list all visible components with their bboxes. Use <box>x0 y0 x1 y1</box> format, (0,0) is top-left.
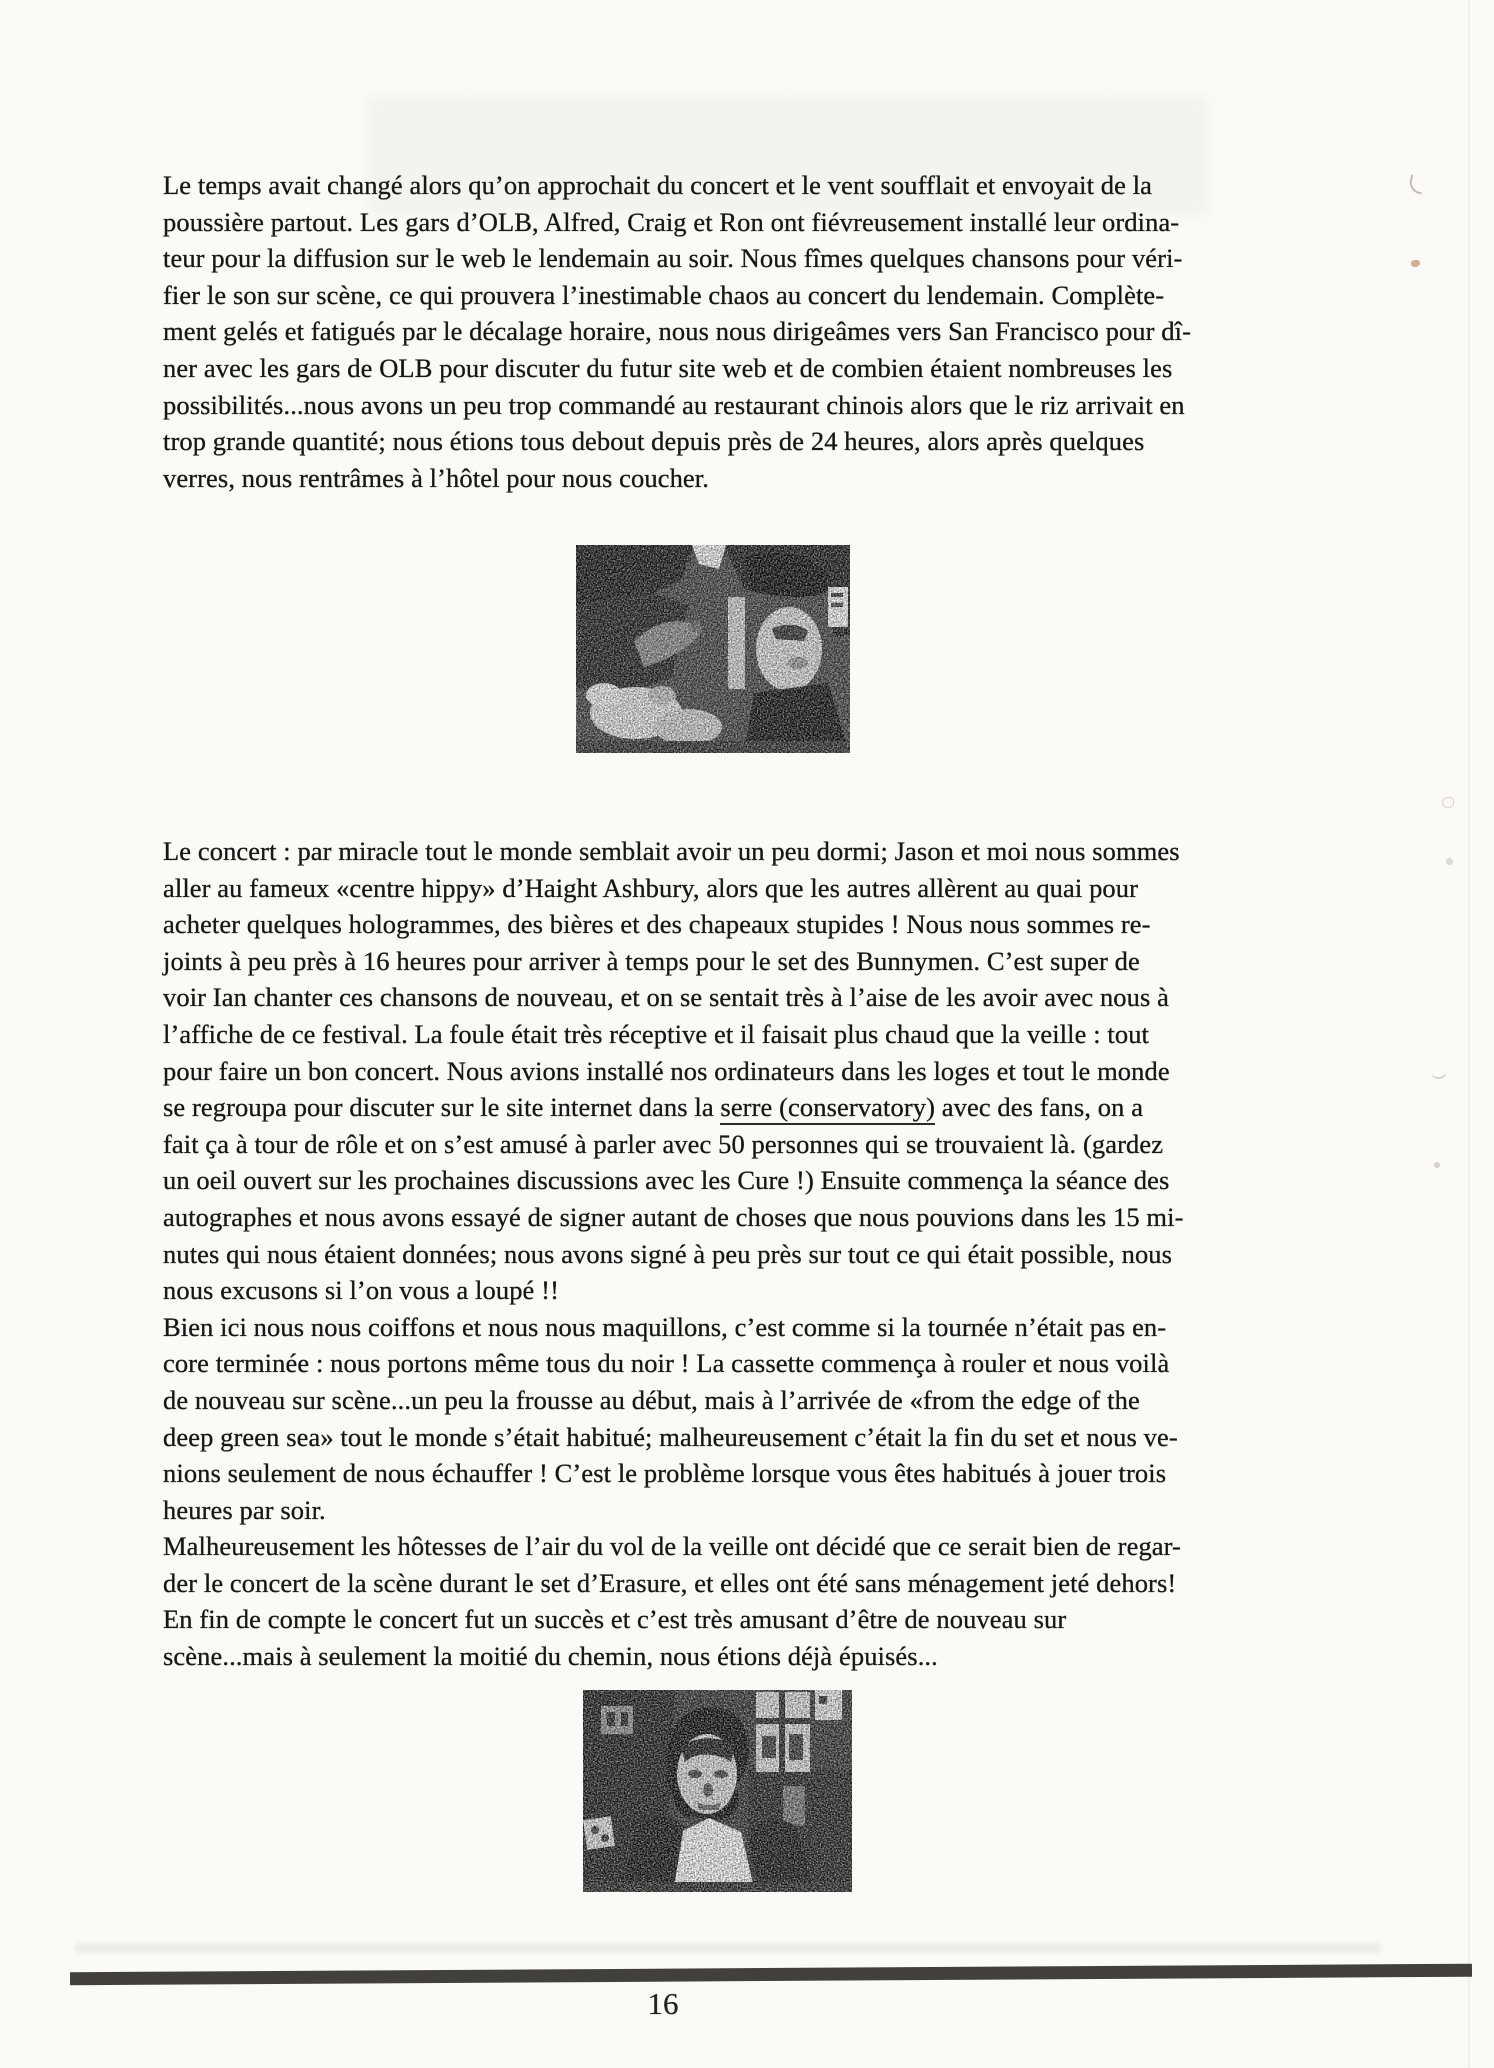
text-line: fier le son sur scène, ce qui prouvera l’inestimable chaos au concert du lendemain. Complète- <box>163 279 1165 310</box>
paragraph-concert-day <box>163 833 1184 1675</box>
text-line: Le concert : par miracle tout le monde semblait avoir un peu dormi; Jason et moi nous sommes <box>163 836 1180 866</box>
text-segment: se regroupa pour discuter sur le site internet dans la <box>163 1092 721 1123</box>
text-line: scène...mais à seulement la moitié du chemin, nous étions déjà épuisés... <box>163 1641 938 1672</box>
scan-speck <box>1411 260 1420 267</box>
text-line: nutes qui nous étaient données; nous avons signé à peu près sur tout ce qui était possible, nous <box>163 1238 1173 1269</box>
text-line: trop grande quantité; nous étions tous debout depuis près de 24 heures, alors après quelques <box>163 426 1145 457</box>
footer-rule <box>70 1964 1472 1986</box>
text-line: Le temps avait changé alors qu’on approchait du concert et le vent soufflait et envoyait de la <box>163 170 1153 200</box>
text-segment: avec des fans, on a <box>935 1092 1144 1123</box>
scan-speck <box>1407 174 1426 194</box>
text-line: Malheureusement les hôtesses de l’air du vol de la veille ont décidé que ce serait bien de regar- <box>163 1531 1181 1562</box>
text-line: core terminée : nous portons même tous du noir ! La cassette commença à rouler et nous voilà <box>163 1348 1170 1379</box>
text-line: nions seulement de nous échauffer ! C’est le problème lorsque vous êtes habitués à jouer trois <box>163 1458 1167 1489</box>
text-line: poussière partout. Les gars d’OLB, Alfred, Craig et Ron ont fiévreusement installé leur ordina- <box>163 206 1180 237</box>
text-line: verres, nous rentrâmes à l’hôtel pour nous coucher. <box>163 462 709 493</box>
text-line: fait ça à tour de rôle et on s’est amusé à parler avec 50 personnes qui se trouvaient là. (gardez <box>163 1128 1164 1159</box>
text-line: possibilités...nous avons un peu trop commandé au restaurant chinois alors que le riz arrivait en <box>163 389 1185 420</box>
text-line: joints à peu près à 16 heures pour arriver à temps pour le set des Bunnymen. C’est super de <box>163 945 1140 976</box>
text-line: Bien ici nous nous coiffons et nous nous maquillons, c’est comme si la tournée n’était pas en- <box>163 1311 1167 1342</box>
text-line-with-underline <box>163 1089 1184 1126</box>
text-line: l’affiche de ce festival. La foule était très réceptive et il faisait plus chaud que la veille : tout <box>163 1018 1150 1049</box>
scan-speck <box>1430 1067 1447 1080</box>
text-line: voir Ian chanter ces chansons de nouveau, et on se sentait très à l’aise de les avoir avec nous à <box>163 982 1170 1013</box>
text-line: nous excusons si l’on vous a loupé !! <box>163 1275 559 1306</box>
text-line: de nouveau sur scène...un peu la frousse au début, mais à l’arrivée de «from the edge of the <box>163 1384 1140 1415</box>
text-line: deep green sea» tout le monde s’était habitué; malheureusement c’était la fin du set et nous ve- <box>163 1421 1178 1452</box>
photo-backstage-bird <box>576 545 850 753</box>
paragraph-travel-day <box>163 167 1191 496</box>
scan-speck <box>1446 858 1453 865</box>
underlined-text: serre (conservatory) <box>720 1092 935 1125</box>
footer-smear <box>75 1943 1380 1953</box>
text-line: ment gelés et fatigués par le décalage horaire, nous nous dirigeâmes vers San Francisco pour dî- <box>163 316 1192 347</box>
text-line: teur pour la diffusion sur le web le lendemain au soir. Nous fîmes quelques chansons pour véri- <box>163 243 1183 274</box>
page-number: 16 <box>647 1986 679 2021</box>
scan-speck <box>1442 797 1454 808</box>
text-line: un oeil ouvert sur les prochaines discussions avec les Cure !) Ensuite commença la séance des <box>163 1165 1170 1196</box>
scan-speck <box>1434 1162 1440 1168</box>
text-line: pour faire un bon concert. Nous avions installé nos ordinateurs dans les loges et tout le monde <box>163 1055 1170 1086</box>
text-line: der le concert de la scène durant le set d’Erasure, et elles ont été sans ménagement jeté dehors! <box>163 1567 1177 1598</box>
text-line: En fin de compte le concert fut un succès et c’est très amusant d’être de nouveau sur <box>163 1604 1067 1635</box>
text-line: heures par soir. <box>163 1494 326 1525</box>
photo-portrait <box>583 1690 852 1892</box>
text-line: ner avec les gars de OLB pour discuter du futur site web et de combien étaient nombreuses les <box>163 352 1173 383</box>
text-line: aller au fameux «centre hippy» d’Haight Ashbury, alors que les autres allèrent au quai pour <box>163 872 1139 903</box>
scan-edge-line <box>1468 0 1470 2068</box>
text-line: acheter quelques hologrammes, des bières et des chapeaux stupides ! Nous nous sommes re- <box>163 909 1151 940</box>
text-line: autographes et nous avons essayé de signer autant de choses que nous pouvions dans les 15 mi- <box>163 1201 1184 1232</box>
